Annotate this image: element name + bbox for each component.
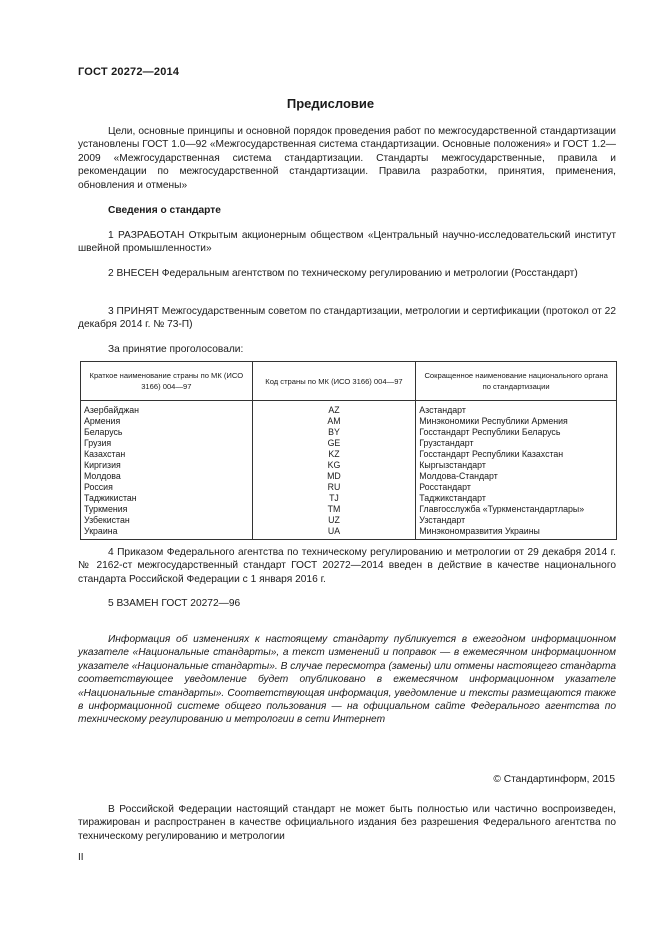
code-cell: TJ — [252, 493, 416, 504]
item-5-paragraph: 5 ВЗАМЕН ГОСТ 20272—96 — [108, 598, 241, 609]
table-row — [81, 526, 617, 540]
column-header-code: Код страны по МК (ИСО 3166) 004—97 — [252, 362, 416, 401]
table-row — [81, 471, 617, 482]
notice-paragraph: Информация об изменениях к настоящему стандарту публикуется в ежегодном информационном указателе «Национальные стандарты», а текст изменений и поправок — в ежемесячном информационном указателе «Национальные стандарты». В случае пересмотра (замены) или отмены настоящего стандарта соответствующее уведомление будет опубликовано в ежемесячном информационном указателе «Национальные стандарты». Соответствующая информация, уведомление и тексты размещаются также в информационной системе общего пользования — на официальном сайте Федерального агентства по техническому регулированию и метрологии в сети Интернет — [78, 634, 616, 726]
code-cell: TM — [252, 504, 416, 515]
code-cell: MD — [252, 471, 416, 482]
country-cell: Киргизия — [81, 460, 253, 471]
code-cell: RU — [252, 482, 416, 493]
voted-label: За принятие проголосовали: — [108, 344, 244, 355]
code-cell: AM — [252, 416, 416, 427]
table-row — [81, 504, 617, 515]
table-row — [81, 438, 617, 449]
info-heading: Сведения о стандарте — [108, 205, 221, 216]
table-row — [81, 427, 617, 438]
item-1-paragraph: 1 РАЗРАБОТАН Открытым акционерным обществом «Центральный научно-исследовательский институт швейной промышленности» — [78, 230, 616, 255]
code-cell: AZ — [252, 401, 416, 417]
code-cell: BY — [252, 427, 416, 438]
intro-paragraph: Цели, основные принципы и основной порядок проведения работ по межгосударственной стандартизации установлены ГОСТ 1.0—92 «Межгосударственная система стандартизации. Основные положения» и ГОСТ 1.2—2009 «Межгосударственная система стандартизации. Стандарты межгосударственные, правила и рекомендации по межгосударственной стандартизации. Правила разработки, принятия, применения, обновления и отмены» — [78, 126, 616, 191]
page-title: Предисловие — [286, 96, 375, 111]
item-2-paragraph: 2 ВНЕСЕН Федеральным агентством по техническому регулированию и метрологии (Росстандарт) — [108, 268, 578, 279]
body-cell: Росстандарт — [416, 482, 617, 493]
country-cell: Россия — [81, 482, 253, 493]
code-cell: UZ — [252, 515, 416, 526]
column-header-country: Краткое наименование страны по МК (ИСО 3166) 004—97 — [81, 362, 253, 401]
country-cell: Туркмения — [81, 504, 253, 515]
item-3-paragraph: 3 ПРИНЯТ Межгосударственным советом по стандартизации, метрологии и сертификации (протокол от 22 декабря 2014 г. № 73-П) — [78, 306, 616, 331]
code-cell: GE — [252, 438, 416, 449]
page-number: II — [78, 852, 84, 863]
votes-table — [80, 361, 617, 540]
document-header: ГОСТ 20272—2014 — [78, 66, 180, 78]
table-row — [81, 493, 617, 504]
table-row — [81, 515, 617, 526]
body-cell: Узстандарт — [416, 515, 617, 526]
body-cell: Госстандарт Республики Казахстан — [416, 449, 617, 460]
country-cell: Грузия — [81, 438, 253, 449]
table-row — [81, 449, 617, 460]
copyright-notice: © Стандартинформ, 2015 — [493, 774, 615, 785]
restriction-paragraph: В Российской Федерации настоящий стандарт не может быть полностью или частично воспроизведен, тиражирован и распространен в качестве официального издания без разрешения Федерального агентства по техническому регулированию и метрологии — [78, 804, 616, 842]
table-row — [81, 416, 617, 427]
country-cell: Таджикистан — [81, 493, 253, 504]
table-header-row — [81, 362, 617, 401]
body-cell: Кыргызстандарт — [416, 460, 617, 471]
table-row — [81, 482, 617, 493]
code-cell: UA — [252, 526, 416, 540]
country-cell: Азербайджан — [81, 401, 253, 417]
column-header-body: Сокращенное наименование национального органа по стандартизации — [416, 362, 617, 401]
country-cell: Украина — [81, 526, 253, 540]
body-cell: Азстандарт — [416, 401, 617, 417]
body-cell: Главгосслужба «Туркменстандартлары» — [416, 504, 617, 515]
body-cell: Минэкономики Республики Армения — [416, 416, 617, 427]
country-cell: Молдова — [81, 471, 253, 482]
body-cell: Госстандарт Республики Беларусь — [416, 427, 617, 438]
country-cell: Армения — [81, 416, 253, 427]
country-cell: Беларусь — [81, 427, 253, 438]
code-cell: KG — [252, 460, 416, 471]
country-cell: Казахстан — [81, 449, 253, 460]
body-cell: Минэкономразвития Украины — [416, 526, 617, 540]
body-cell: Таджикстандарт — [416, 493, 617, 504]
code-cell: KZ — [252, 449, 416, 460]
table-row — [81, 401, 617, 417]
table-row — [81, 460, 617, 471]
body-cell: Молдова-Стандарт — [416, 471, 617, 482]
item-4-paragraph: 4 Приказом Федерального агентства по техническому регулированию и метрологии от 29 декабря 2014 г. № 2162-ст межгосударственный стандарт ГОСТ 20272—2014 введен в действие в качестве национального стандарта Российской Федерации с 1 января 2016 г. — [78, 547, 616, 585]
country-cell: Узбекистан — [81, 515, 253, 526]
body-cell: Грузстандарт — [416, 438, 617, 449]
